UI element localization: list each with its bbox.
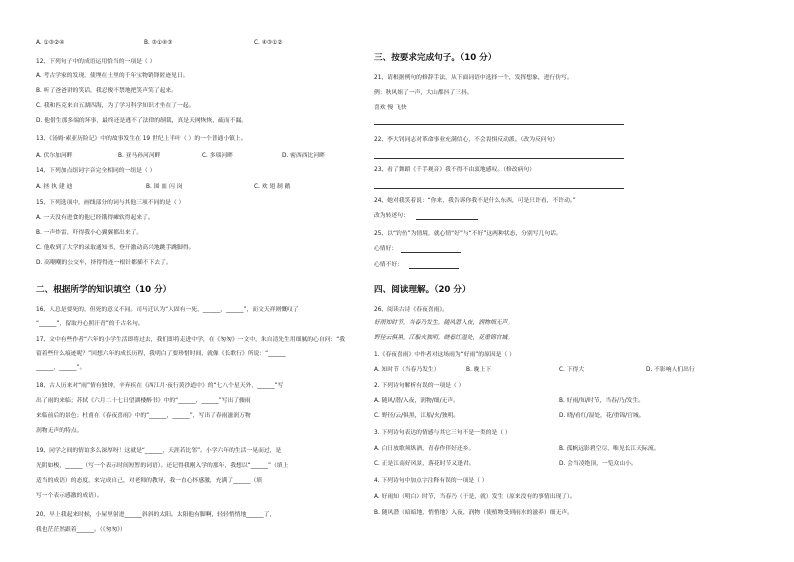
q13-option-a[interactable]: A. 伏尔加河畔 (36, 153, 73, 159)
s4-option-a[interactable]: A. 好雨知（明白）时节，当春乃（于是，就）发生（原来没有的事情出现了）。 (374, 494, 576, 500)
q19-line1: 19、同学之间的情谊多么深厚呀！这就是“______，天涯若比邻”。小学六年的生活一晃而过，是 (36, 448, 282, 454)
q12-stem: 12、下列句子中的成语运用恰当的一项是（ ） (36, 59, 156, 65)
q23-answer-line[interactable] (374, 188, 624, 189)
q14-option-c[interactable]: C. 欢 翅 制 鹅 (254, 184, 291, 190)
s3-option-b[interactable]: B. 孤帆远影碧空尽，唯见长江天际流。 (559, 446, 660, 452)
q15-option-b[interactable]: B. 一声炸雷，吓得我小心翼翼都出来了。 (36, 230, 143, 236)
q24-answer-line[interactable] (416, 219, 478, 220)
q19-line4: 写一个表示感激的成语）。 (36, 493, 103, 499)
q20-line2: 我也茫茫然跟着______。（《匆匆》） (36, 527, 126, 533)
q14-option-a[interactable]: A. 拯 执 建 迪 (36, 184, 73, 190)
q13-stem: 13、《汤姆·索亚历险记》中的故事发生在 19 世纪上半叶（ ）的一个普通小镇上。 (36, 136, 247, 142)
s2-option-c[interactable]: C. 野径/云/俱黑，江船/火/独明。 (374, 413, 460, 419)
q21-answer-line[interactable] (374, 124, 624, 125)
q11-option-b[interactable]: B. ③①④③ (144, 40, 173, 46)
s2-option-b[interactable]: B. 好雨/知/时节，当春/乃/发生。 (559, 398, 645, 404)
q22-answer-line[interactable] (374, 158, 624, 159)
q18-line2: 出了雨的来临；苏轼《六月二十七日望湖楼醉书》中的“______，______”写出了骤雨 (36, 398, 251, 404)
q17-line2: 留着些什么痕迹呢？”回想六年的成长历程，我明白了要珍惜时间，就像《长歌行》所说：“______ (36, 351, 286, 357)
q18-line1: 18、古人历来对“雨”情有独钟，辛弃疾在《西江月·夜行黄沙道中》的“七八个星天外，______”写 (36, 383, 284, 389)
q17-line1: 17、文中有些作者“六年的小学生活即将过去，我们即将走进中学，在《匆匆》一文中，朱自清先生用细腻的心自问：“我 (36, 337, 346, 343)
q15-option-d[interactable]: D. 高嘲嘲的公交车，挤得得连一根针都插不下去了。 (36, 260, 172, 266)
q25-good-answer-line[interactable] (401, 252, 461, 253)
q15-option-c[interactable]: C. 他收到了大学的录取通知书，登开激动高兴地跳手跳脚得。 (36, 245, 195, 251)
q14-option-b[interactable]: B. 围 皿 闪 岗 (146, 184, 183, 190)
q12-option-b[interactable]: B. 听了爸爸讲的笑话，我忍俊不禁地把笑声笑了起来。 (36, 88, 177, 94)
section2-title: 二、根据所学的知识填空（10 分） (36, 285, 172, 295)
s4-option-b[interactable]: B. 随风潜（暗暗地，悄悄地）入夜，润物（使植物受到雨水的滋养）细无声。 (374, 510, 573, 516)
q13-option-c[interactable]: C. 多瑙河畔 (202, 153, 233, 159)
poem-line2: 野径云俱黑，江船火独明。晓看红湿处，花重锦官城。 (374, 335, 514, 341)
s2-option-a[interactable]: A. 随风/潜/入夜，润物/细/无声。 (374, 398, 459, 404)
poem-line1: 好雨知时节，当春乃发生。随风潜入夜，润物细无声。 (374, 320, 514, 326)
q12-option-c[interactable]: C. 我和匹克来自五湖四海，为了学习科学知识才坐在了一起。 (36, 103, 195, 109)
s1-option-d[interactable]: D. 不影响人们出行 (646, 367, 695, 373)
q21-word-choices: 喜欢 慢 飞快 (374, 105, 407, 111)
s3-option-c[interactable]: C. 正是江南好风景，落花时节又逢君。 (374, 461, 475, 467)
q18-line3: 来临前后的景色；杜甫在《春夜喜雨》中的“______，______”，写出了春雨滋润万物 (36, 413, 251, 419)
q14-stem: 14、下列加点组词字音完全相同的一组是（ ） (36, 168, 156, 174)
s2-option-d[interactable]: D. 晓/看红/湿处，花/重锦/官城。 (559, 413, 645, 419)
q22-stem: 22、李大钊同志对革命事业充满信心，不会畏惧反动派。（改为反问句） (374, 137, 559, 143)
q15-option-a[interactable]: A. 一天没有进食的他已经饿得瘫软得起来了。 (36, 215, 154, 221)
q16-line1: 16、人总是要死的，但死的意义不同。司马迁认为“人固有一死，______，______”，而文天祥则慨叹了 (36, 307, 299, 313)
s1-stem: 1.《春夜喜雨》中作者对这场雨为“好雨”的原因是（ ） (374, 352, 515, 358)
q16-line2: “______”，留取丹心照汗青”的千古名句。 (36, 321, 144, 327)
q12-option-d[interactable]: D. 他借生那多端的坏事，最终还是逃不了法律的制裁，真是天网恢恢，疏而不漏。 (36, 118, 248, 124)
q24-prompt: 改为转述句： (374, 213, 409, 219)
q25-bad-answer-line[interactable] (409, 268, 459, 269)
s2-stem: 2. 下列诗句解析有误的一项是（ ） (374, 383, 465, 389)
q13-option-d[interactable]: D. 密西西比河畔 (282, 153, 325, 159)
q15-stem: 15、下列选项中，画线部分的词与其他三项不同的是（ ） (36, 200, 185, 206)
q11-option-a[interactable]: A. ①③②④ (36, 40, 65, 46)
s1-option-b[interactable]: B. 晚上下 (466, 367, 492, 373)
q25-stem: 25、以“钓鱼”为情境，就心情“好”与“不好”这两种状态，分别写几句话。 (374, 231, 562, 237)
q12-option-a[interactable]: A. 考古学家的发现，使埋在土里的千年宝物销锋匿迹见日。 (36, 73, 189, 79)
q19-line2: 光阴如梭，______（写一个表示时间短暂的词语）。还记得我刚入学的那年，我想以“______”（填上 (36, 463, 289, 469)
q19-line3: 适当的成语）的态度，来完成自己，对老师的教导，我一直心怀感激，充满了______（填 (36, 478, 263, 484)
s3-option-d[interactable]: D. 会当凌绝顶，一览众山小。 (559, 461, 637, 467)
q11-option-c[interactable]: C. ④③①② (254, 40, 283, 46)
q17-line3: ______，______”。 (36, 365, 86, 371)
q25-bad-label: 心情不好： (374, 262, 403, 268)
q21-example: 例：秋风姐了一声，大山都抖了三抖。 (374, 90, 473, 96)
q23-stem: 23、看了舞蹈《千手观音》我不得不由衷地感叹。（修改病句） (374, 167, 535, 173)
q21-stem: 21、请根据例句的修辞手法，从下面词语中选择一个，发挥想象，进行仿写。 (374, 75, 573, 81)
q18-line4: 润物无声的特点。 (36, 428, 83, 434)
s3-option-a[interactable]: A. 白日放歌须纵酒，青春作伴好还乡。 (374, 446, 475, 452)
s3-stem: 3. 下列诗句表达的情感与其它三句不是一类的是（ ） (374, 430, 511, 436)
s1-option-c[interactable]: C. 下得大 (559, 367, 585, 373)
q24-stem: 24、她对我笑着说：“你来，我告诉你我不是什么东西，可是只许看，不许动。” (374, 198, 576, 204)
s1-option-a[interactable]: A. 知时节（当春乃发生） (374, 367, 440, 373)
q26-stem: 26、阅读古诗《春夜喜雨》。 (374, 307, 449, 313)
s4-stem: 4. 下列诗句中加点字注释有误的一项是（ ） (374, 478, 488, 484)
q13-option-b[interactable]: B. 亚马孙河河畔 (118, 153, 161, 159)
section3-title: 三、按要求完成句子。（10 分） (374, 53, 497, 63)
q20-line1: 20、早上我起来时候，小屋里射进______斜斜的太阳。太阳他有脚啊，轻轻悄悄地______了， (36, 512, 276, 518)
section4-title: 四、阅读理解。（20 分） (374, 285, 471, 295)
q25-good-label: 心情好： (374, 246, 398, 252)
